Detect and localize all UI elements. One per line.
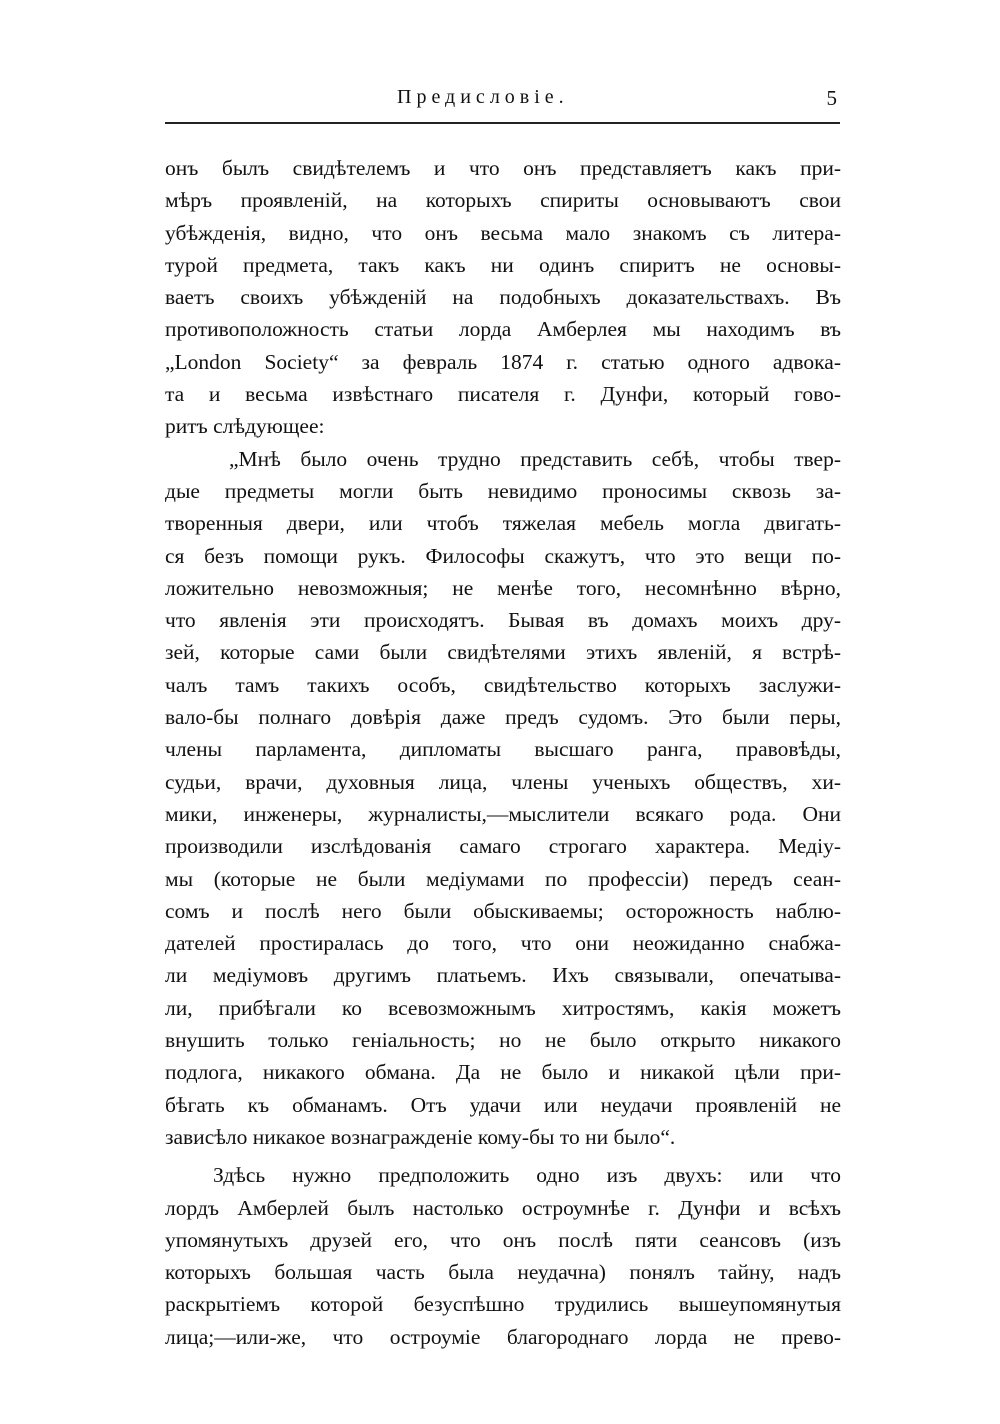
text-line: мѣръ проявленій, на которыхъ спириты основываютъ свои [165, 188, 841, 213]
text-line: творенныя двери, или чтобъ тяжелая мебель могла двигать- [165, 511, 841, 536]
text-line: мики, инженеры, журналисты,—мыслители всякаго рода. Они [165, 801, 841, 826]
text-line: внушить только геніальность; но не было открыто никакого [165, 1028, 841, 1053]
text-line: лица;—или-же, что остроуміе благороднаго лорда не прево- [165, 1324, 841, 1349]
text-line: бѣгать къ обманамъ. Отъ удачи или неудачи проявленій не [165, 1092, 841, 1117]
text-line: судьи, врачи, духовныя лица, члены ученыхъ обществъ, хи- [165, 769, 841, 794]
page-header [165, 86, 845, 114]
text-line: члены парламента, дипломаты высшаго ранга, правовѣды, [165, 737, 841, 762]
text-line: ли, прибѣгали ко всевозможнымъ хитростямъ, какія можетъ [165, 995, 841, 1020]
text-line: онъ былъ свидѣтелемъ и что онъ представляетъ какъ при- [165, 156, 841, 180]
text-line: ваетъ своихъ убѣжденій на подобныхъ доказательствахъ. Въ [165, 285, 841, 310]
header-rule [165, 122, 840, 124]
text-line: турой предмета, такъ какъ ни одинъ спиритъ не основы- [165, 252, 841, 277]
text-line: зависѣло никакое вознагражденіе кому-бы то ни было“. [165, 1124, 676, 1149]
text-line: противоположность статьи лорда Амберлея мы находимъ въ [165, 317, 841, 342]
quote-first-line: „Мнѣ было очень трудно представить себѣ, чтобы твер- [229, 446, 841, 471]
text-line: что явленія эти происходятъ. Бывая въ домахъ моихъ дру- [165, 608, 841, 633]
text-line: „London Society“ за февраль 1874 г. статью одного адвока- [165, 349, 841, 374]
text-line: чалъ тамъ такихъ особъ, свидѣтельство которыхъ заслужи- [165, 672, 841, 697]
text-line: ся безъ помощи рукъ. Философы скажутъ, что это вещи по- [165, 543, 841, 568]
text-line: дателей простиралась до того, что они неожиданно снабжа- [165, 931, 841, 956]
text-line: сомъ и послѣ него были обыскиваемы; осторожность наблю- [165, 898, 841, 923]
text-line: ложительно невозможныя; не менѣе того, несомнѣнно вѣрно, [165, 575, 841, 600]
text-line: лордъ Амберлей былъ настолько остроумнѣе г. Дунфи и всѣхъ [165, 1195, 841, 1220]
text-line: вало-бы полнаго довѣрія даже предъ судомъ. Это были перы, [165, 705, 841, 730]
text-line: та и весьма извѣстнаго писателя г. Дунфи, который гово- [165, 382, 841, 407]
text-line: которыхъ большая часть была неудачна) понялъ тайну, надъ [165, 1260, 841, 1285]
text-line: мы (которые не были медіумами по профессіи) передъ сеан- [165, 866, 841, 891]
text-line: ли медіумовъ другимъ платьемъ. Ихъ связывали, опечатыва- [165, 963, 841, 988]
text-line: убѣжденія, видно, что онъ весьма мало знакомъ съ литера- [165, 220, 841, 245]
page-number: 5 [826, 86, 837, 110]
text-line: раскрытіемъ которой безуспѣшно трудились вышеупомянутыя [165, 1292, 841, 1317]
text-line: упомянутыхъ друзей его, что онъ послѣ пяти сеансовъ (изъ [165, 1227, 841, 1252]
paragraph-first-line: Здѣсь нужно предположить одно изъ двухъ: или что [213, 1163, 841, 1188]
text-line: ритъ слѣдующее: [165, 414, 325, 439]
text-line: подлога, никакого обмана. Да не было и никакой цѣли при- [165, 1060, 841, 1085]
text-line: зей, которые сами были свидѣтелями этихъ явленій, я встрѣ- [165, 640, 841, 665]
text-line: дые предметы могли быть невидимо проносимы сквозь за- [165, 478, 841, 503]
running-title: Предисловіе. [397, 86, 569, 108]
text-line: производили изслѣдованія самаго строгаго характера. Медіу- [165, 834, 841, 859]
body-text [165, 152, 841, 1353]
